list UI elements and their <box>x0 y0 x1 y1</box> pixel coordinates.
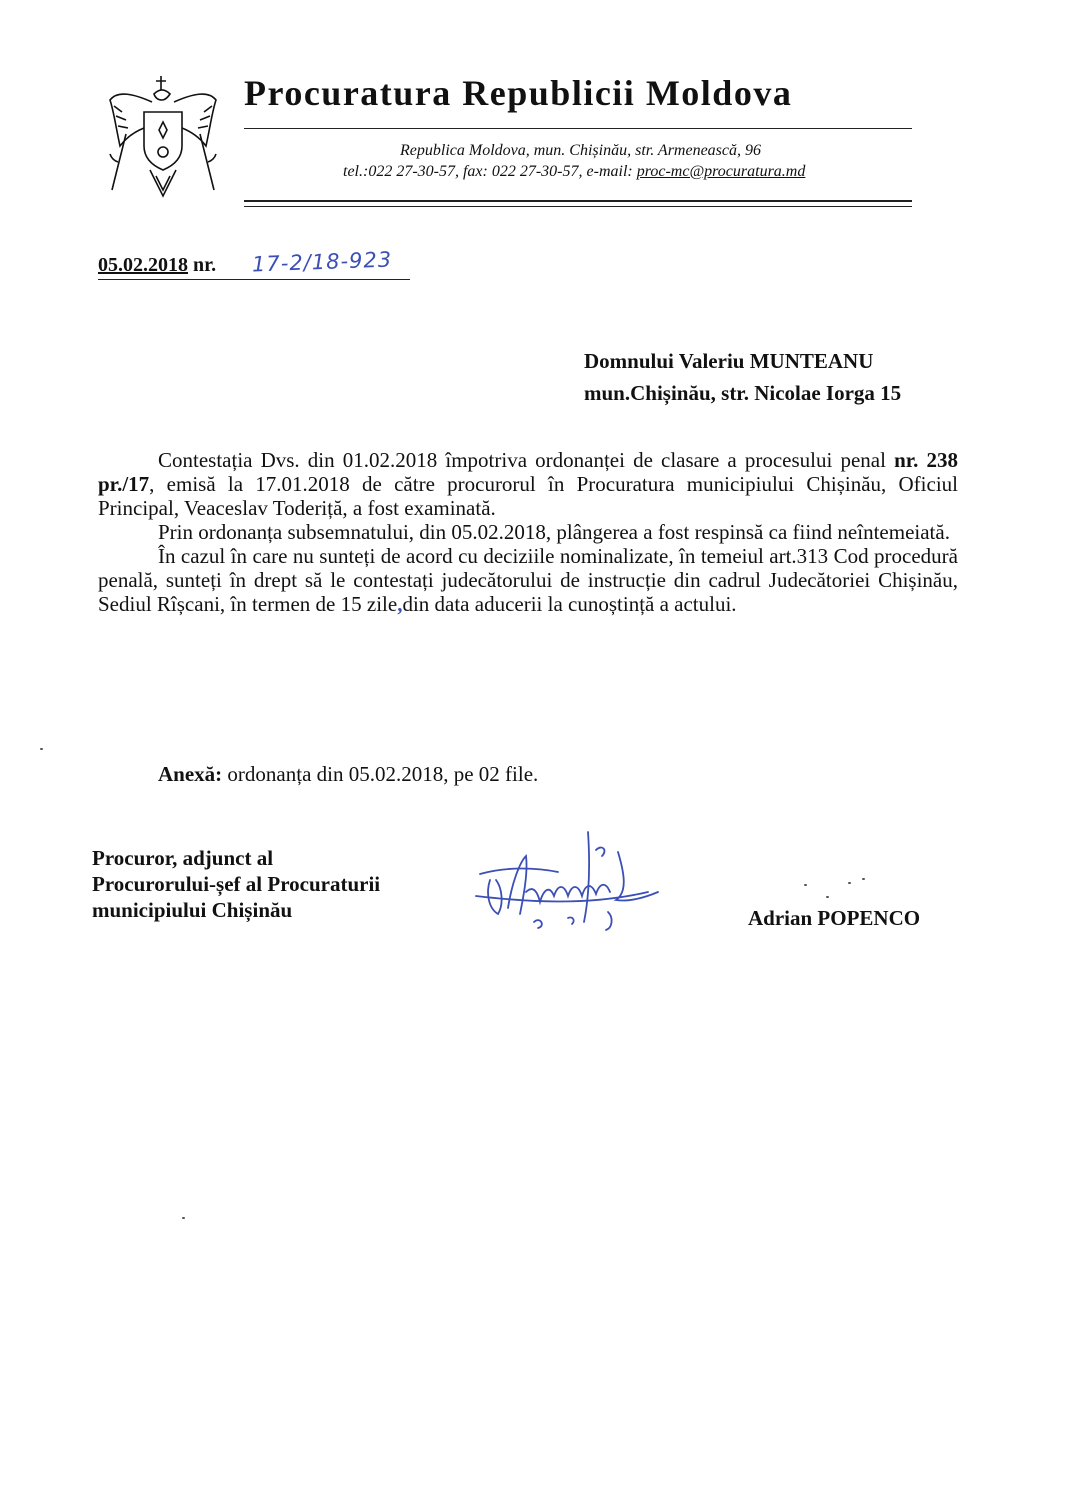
email-link[interactable]: proc-mc@procuratura.md <box>636 163 806 180</box>
paragraph-3-text-b: din data aducerii la cunoștință a actului. <box>402 592 737 616</box>
scan-speck <box>40 748 43 750</box>
header-double-rule-bottom <box>244 206 912 207</box>
letter-body <box>98 448 958 616</box>
handwritten-registration-number: 17-2/18-923 <box>251 247 393 277</box>
addressee-address: mun.Chișinău, str. Nicolae Iorga 15 <box>584 381 902 405</box>
signer-title-line-3: municipiului Chișinău <box>92 898 293 922</box>
paragraph-3 <box>98 544 958 616</box>
contact-text: tel.:022 27-30-57, fax: 022 27-30-57, e-mail: <box>343 163 637 180</box>
annex-label: Anexă: <box>158 762 223 786</box>
registration-line <box>98 254 216 277</box>
addressee-block <box>584 345 901 409</box>
handwritten-comma: , <box>397 592 403 616</box>
registration-date: 05.02.2018 <box>98 254 188 276</box>
annex-text: ordonanța din 05.02.2018, pe 02 file. <box>222 762 539 786</box>
signer-name: Adrian POPENCO <box>748 906 921 930</box>
paragraph-2: Prin ordonanța subsemnatului, din 05.02.2018, plângerea a fost respinsă ca fiind neîntemeiată. <box>158 520 950 544</box>
paragraph-1-text-b: , emisă la 17.01.2018 de către procurorul în Procuratura municipiului Chișinău, Oficiul Principal, Veaceslav Toderiță, a fost examinată. <box>98 472 958 520</box>
signer-title <box>92 845 380 923</box>
moldova-coat-of-arms-icon <box>104 72 222 200</box>
scan-speck <box>826 896 829 898</box>
org-contacts <box>343 163 805 181</box>
addressee-name: Domnului Valeriu MUNTEANU <box>584 349 874 373</box>
scan-speck <box>182 1217 185 1219</box>
paragraph-1-text-a: Contestația Dvs. din 01.02.2018 împotriva ordonanței de clasare a procesului penal <box>158 448 895 472</box>
header-double-rule-top <box>244 200 912 202</box>
registration-nr-label: nr. <box>193 254 217 276</box>
org-address: Republica Moldova, mun. Chișinău, str. Armenească, 96 <box>400 142 762 159</box>
org-title: Procuratura Republicii Moldova <box>244 73 793 113</box>
handwritten-signature <box>468 822 668 952</box>
annex-line <box>158 762 538 787</box>
header-divider <box>244 128 912 129</box>
scan-speck <box>862 878 865 880</box>
signer-title-line-1: Procuror, adjunct al <box>92 846 274 870</box>
signer-title-line-2: Procurorului-șef al Procuraturii <box>92 872 381 896</box>
registration-underline <box>98 279 410 280</box>
case-number: nr. 238 pr./17 <box>98 448 959 496</box>
scan-speck <box>848 882 851 884</box>
scan-speck <box>804 884 807 886</box>
paragraph-3-text-a: În cazul în care nu sunteți de acord cu deciziile nominalizate, în temeiul art.313 Cod procedură penală, sunteți în drept să le contestați judecătorului de instrucție din cadrul Judecătoriei Chișinău, Sediul Rîșcani, în termen de 15 zile <box>98 544 958 616</box>
paragraph-1 <box>98 448 958 520</box>
